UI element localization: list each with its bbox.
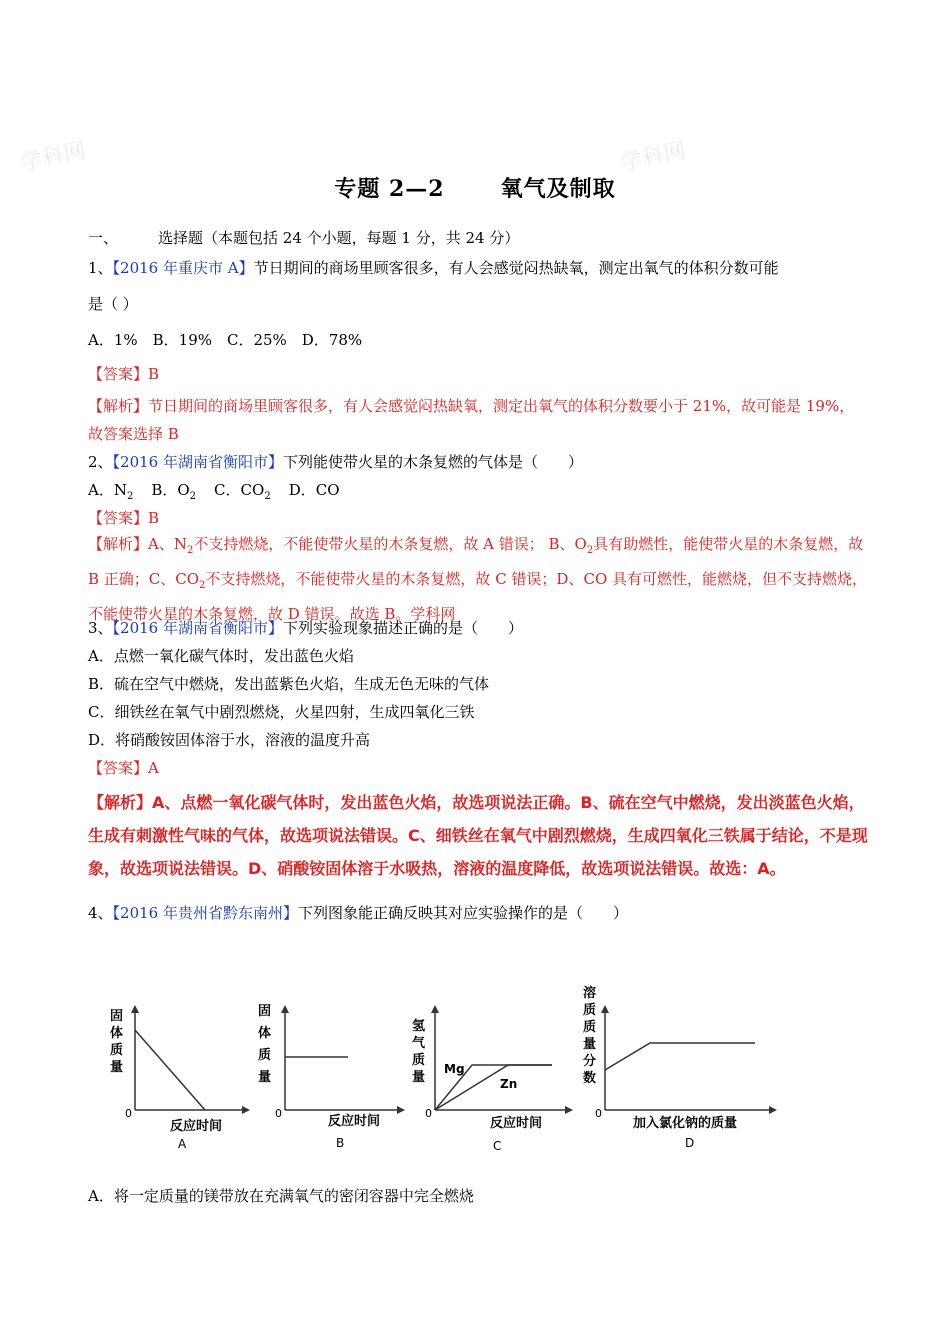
graph-c-ylabel-1: 氢 [412, 1019, 426, 1034]
graph-b-ylabel-4: 量 [258, 1070, 272, 1085]
q2-option-d: D．CO [288, 481, 340, 499]
q2-option-b: B．O [151, 481, 190, 499]
q2-option-a: A．N [88, 481, 127, 499]
graph-c-mg-label: Mg [444, 1062, 465, 1076]
graph-d-ylabel-3: 质 [583, 1020, 597, 1035]
q4-number: 4、 [88, 904, 113, 922]
graph-a-x-arrow [242, 1106, 250, 1114]
graph-c-ylabel-2: 气 [412, 1036, 426, 1051]
graph-a-y-arrow [131, 1005, 139, 1013]
q1-number: 1、 [88, 259, 113, 277]
q3-source: 【2016 年湖南省衡阳市】 [112, 619, 283, 637]
graph-c-x-arrow [565, 1106, 573, 1114]
q2-analysis [88, 530, 868, 628]
graph-b-ylabel-3: 质 [258, 1048, 272, 1063]
q4-source: 【2016 年贵州省黔东南州】 [112, 904, 298, 922]
q2-answer: 【答案】B [88, 509, 160, 527]
graph-c-xlabel: 反应时间 [490, 1116, 543, 1131]
q2-option-a-sub: 2 [126, 491, 134, 502]
graph-a-line [135, 1030, 205, 1110]
q4-text: 下列图象能正确反映其对应实验操作的是（ ） [298, 904, 629, 922]
graph-d-ylabel-6: 数 [583, 1071, 597, 1086]
section-heading [88, 228, 519, 248]
graph-a-tag: A [178, 1137, 187, 1151]
graph-d-xlabel: 加入氯化钠的质量 [633, 1116, 738, 1131]
q3-option-c: C．细铁丝在氧气中剧烈燃烧，火星四射，生成四氧化三铁 [88, 703, 475, 721]
watermark-left: 学科网 [18, 138, 89, 177]
q3-stem [88, 618, 523, 638]
q2-options [88, 480, 340, 507]
q4-stem [88, 903, 628, 923]
q2-number: 2、 [88, 453, 113, 471]
graph-c-ylabel-4: 量 [412, 1070, 426, 1085]
q2-stem [88, 452, 583, 472]
section-text: 选择题（本题包括 24 个小题，每题 1 分，共 24 分） [158, 229, 520, 247]
graph-b-tag: B [336, 1136, 345, 1150]
q4-graphs [100, 985, 800, 1155]
section-number: 一、 [88, 229, 119, 247]
graph-d-tag: D [685, 1136, 695, 1150]
q1-text1: 节日期间的商场里顾客很多，有人会感觉闷热缺氧，测定出氧气的体积分数可能 [253, 259, 779, 277]
q1-options: A．1% B．19% C．25% D．78% [88, 331, 363, 349]
graph-c-y-arrow [431, 1005, 439, 1013]
q2-analysis-sub3: 2 [199, 580, 206, 591]
q3-number: 3、 [88, 619, 113, 637]
graph-d-ylabel-4: 量 [583, 1037, 597, 1052]
graph-c-zn-label: Zn [500, 1077, 518, 1091]
graph-b-xlabel: 反应时间 [328, 1114, 381, 1129]
graph-a-xlabel: 反应时间 [170, 1119, 223, 1134]
graph-a-ylabel-3: 质 [110, 1043, 124, 1058]
graph-a-origin: 0 [125, 1107, 132, 1120]
q4-graphs-svg [100, 985, 800, 1155]
graph-d-ylabel-5: 分 [583, 1054, 597, 1069]
graph-a [110, 1005, 250, 1151]
q3-answer: 【答案】A [88, 759, 159, 777]
graph-d-ylabel-2: 质 [583, 1003, 597, 1018]
graph-c-ylabel-3: 质 [412, 1053, 426, 1068]
graph-d-ylabel-1: 溶 [583, 986, 597, 1001]
q2-analysis-s3: 具有助燃性，能使带火星的木条复燃，故 B 正确；C、CO [88, 535, 864, 588]
graph-b-x-arrow [397, 1106, 405, 1114]
q2-option-b-sub: 2 [189, 491, 197, 502]
q2-analysis-s1: 【解析】A、N [88, 535, 187, 553]
q2-analysis-sub2: 2 [586, 545, 594, 556]
q2-source: 【2016 年湖南省衡阳市】 [112, 453, 283, 471]
q3-option-b: B．硫在空气中燃烧，发出蓝紫色火焰，生成无色无味的气体 [88, 675, 490, 693]
q2-text: 下列能使带火星的木条复燃的气体是（ ） [283, 453, 584, 471]
graph-b [258, 1004, 405, 1150]
graph-c-tag: C [493, 1139, 502, 1153]
graph-a-ylabel-4: 量 [110, 1060, 124, 1075]
watermark-right: 学科网 [618, 138, 689, 177]
graph-d [583, 985, 777, 1150]
graph-d-origin: 0 [595, 1107, 602, 1120]
q2-analysis-s2: 不支持燃烧，不能使带火星的木条复燃，故 A 错误； B、O [193, 535, 587, 553]
q4-option-a: A．将一定质量的镁带放在充满氧气的密闭容器中完全燃烧 [88, 1187, 474, 1205]
q3-text: 下列实验现象描述正确的是（ ） [283, 619, 524, 637]
graph-b-origin: 0 [275, 1107, 282, 1120]
graph-a-ylabel-2: 体 [110, 1026, 124, 1041]
q1-source: 【2016 年重庆市 A】 [112, 259, 254, 277]
graph-d-line [605, 1043, 755, 1070]
graph-c [412, 1005, 573, 1153]
q2-analysis-s4: 不支持燃烧，不能使带火星的木条复燃，故 C 错误；D、CO 具有可燃性，能燃烧，但不支持燃烧，不能使带火星的木条复燃，故 D 错误。故选 B。学科网 [88, 570, 868, 623]
graph-d-x-arrow [769, 1106, 777, 1114]
q1-stem [88, 258, 779, 278]
q1-analysis: 【解析】节日期间的商场里顾客很多，有人会感觉闷热缺氧，测定出氧气的体积分数要小于 21%，故可能是 19%，故答案选择 B [88, 397, 855, 443]
q2-option-c-sub: 2 [264, 491, 271, 502]
q3-option-d: D．将硝酸铵固体溶于水，溶液的温度升高 [88, 731, 371, 749]
q2-option-c: C．CO [214, 481, 265, 499]
graph-b-ylabel-2: 体 [258, 1026, 272, 1041]
graph-b-y-arrow [281, 1005, 289, 1013]
q1-stem-continued: 是（ ） [88, 295, 138, 313]
graph-d-y-arrow [601, 1005, 609, 1013]
title-part1: 专题 2—2 [334, 176, 445, 202]
graph-b-ylabel-1: 固 [258, 1004, 272, 1019]
graph-a-ylabel-1: 固 [110, 1009, 124, 1024]
q1-answer: 【答案】B [88, 365, 160, 383]
page-title [0, 172, 950, 203]
graph-c-origin: 0 [425, 1107, 432, 1120]
q2-analysis-sub1: 2 [186, 545, 194, 556]
title-part2: 氧气及制取 [500, 176, 616, 202]
q3-analysis: 【解析】A、点燃一氧化碳气体时，发出蓝色火焰，故选项说法正确。B、硫在空气中燃烧，发出淡蓝色火焰，生成有刺激性气味的气体，故选项说法错误。C、细铁丝在氧气中剧烈燃烧，生成四氧化三铁属于结论，不是现象，故选项说法错误。D、硝酸铵固体溶于水吸热，溶液的温度降低，故选项说法错误。故选：A。 [88, 793, 868, 878]
q3-option-a: A．点燃一氧化碳气体时，发出蓝色火焰 [88, 647, 354, 665]
